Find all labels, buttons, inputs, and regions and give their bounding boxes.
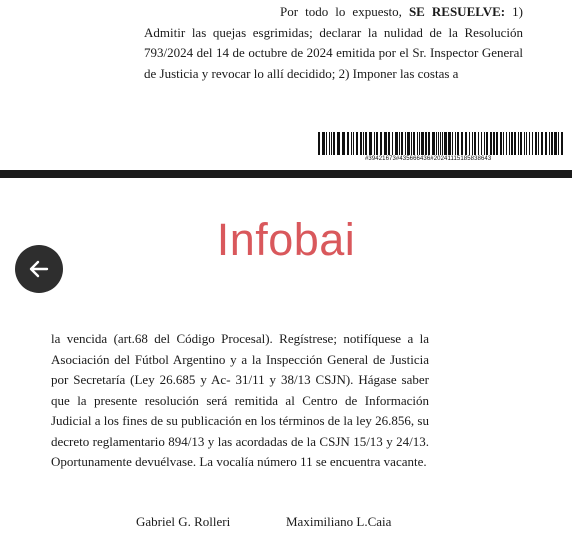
signature-caia: Maximiliano L.Caia — [286, 514, 392, 529]
watermark-logo: Infobai — [216, 214, 356, 265]
top-paragraph — [144, 2, 523, 84]
barcode-number: #39421673#435666436#20241115185838643 — [365, 156, 492, 162]
page-divider — [0, 170, 572, 178]
back-button[interactable] — [15, 245, 63, 293]
document-page-top — [0, 0, 572, 176]
arrow-left-icon — [28, 258, 50, 280]
barcode — [318, 132, 563, 164]
top-paragraph-text: Por todo lo expuesto, SE RESUELVE: 1) Admitir las quejas esgrimidas; declarar la nulidad de la Resolución 793/2024 del 14 de octubre de 2024 emitida por el Sr. Inspector General de Justicia y revocar lo allí decidido; 2) Imponer las costas a — [144, 4, 523, 81]
barcode-bars — [318, 132, 563, 155]
bottom-paragraph-text: la vencida (art.68 del Código Procesal). Regístrese; notifíquese a la Asociación del Fútbol Argentino y a la Inspección General de Justicia por Secretaría (Ley 26.685 y Ac- 31/11 y 38/13 CSJN). Hágase saber que la presente resolución será remitida al Centro de Información Judicial a los fines de su publicación en los términos de la ley 26.856, su decreto reglamentario 894/13 y las acordadas de la CSJN 15/13 y 24/13. Oportunamente devuélvase. La vocalía número 11 se encuentra vacante. — [51, 331, 429, 469]
signature-rolleri: Gabriel G. Rolleri — [136, 514, 231, 529]
bottom-paragraph — [51, 329, 429, 473]
